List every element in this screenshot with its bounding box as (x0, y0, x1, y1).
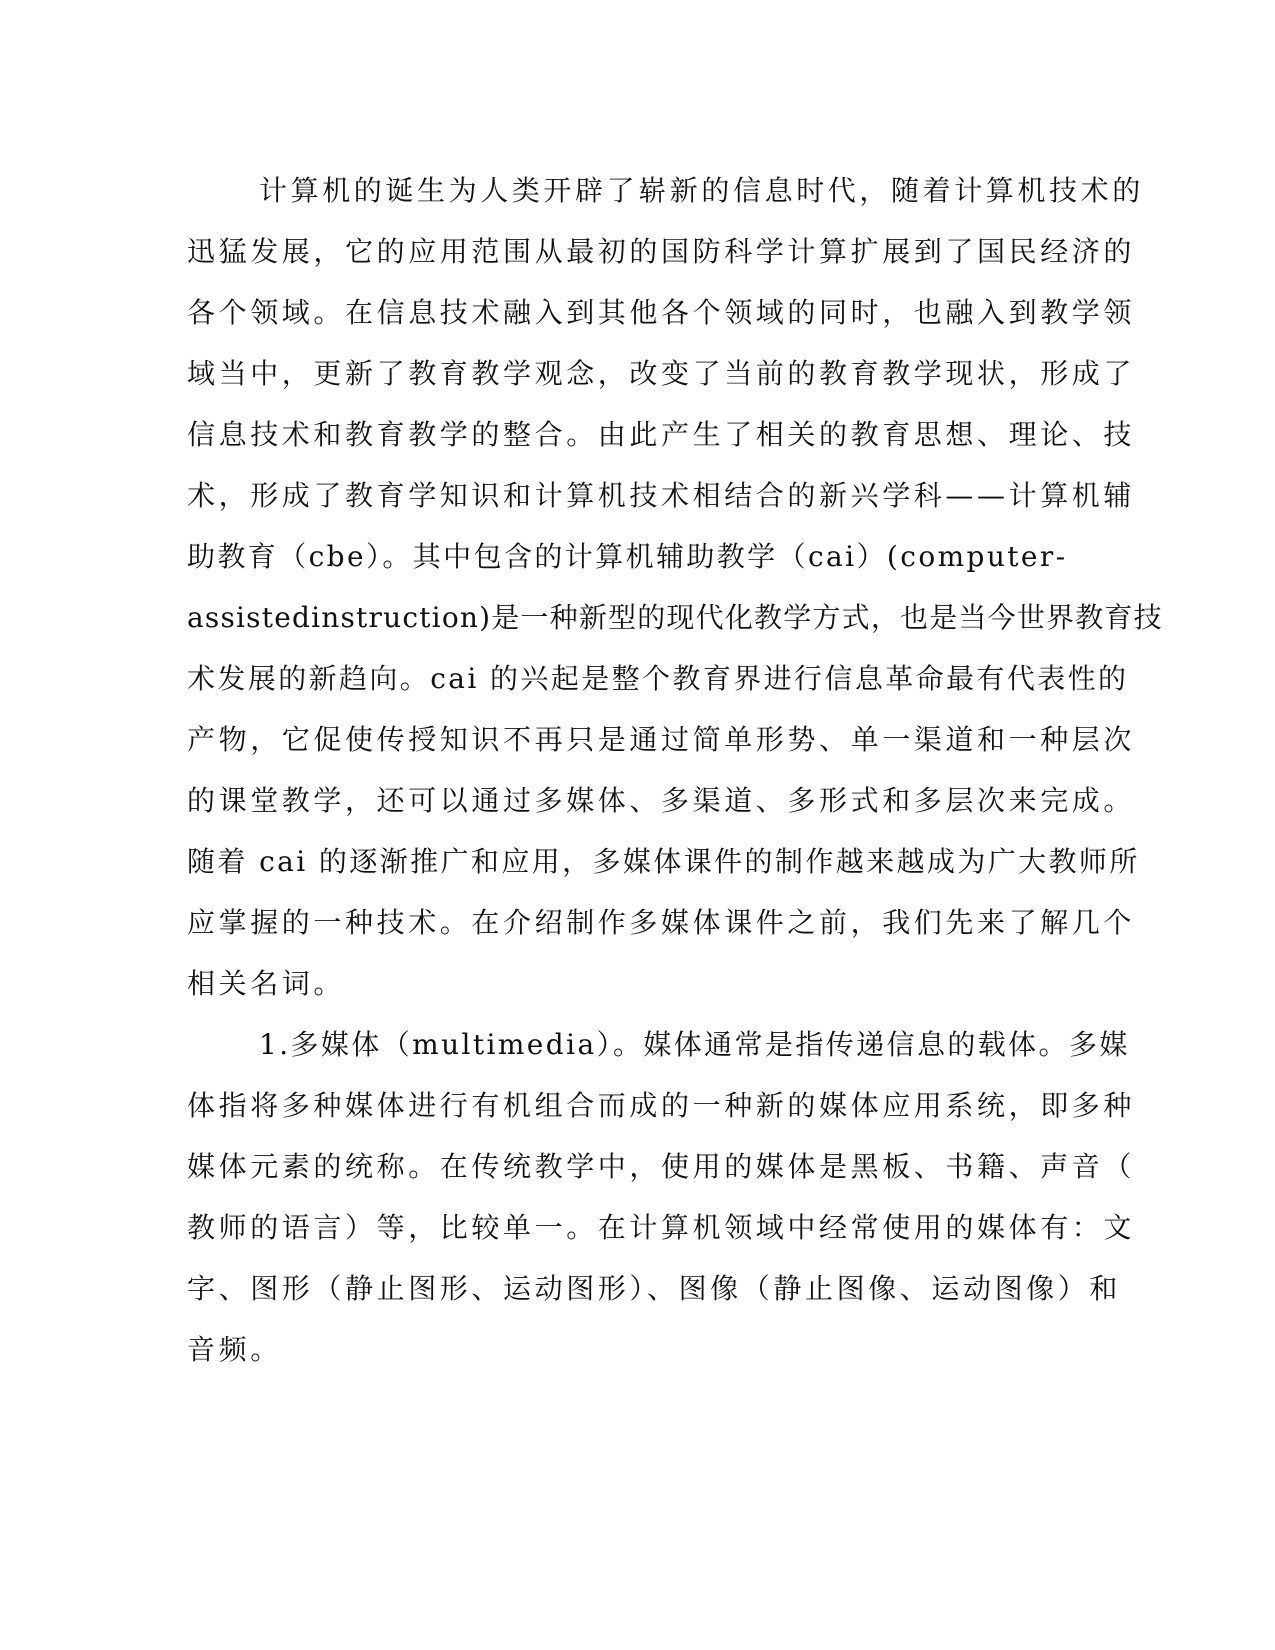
paragraph-line: 应掌握的一种技术。在介绍制作多媒体课件之前，我们先来了解几个 (187, 906, 1136, 939)
paragraph-line: 随着 cai 的逐渐推广和应用，多媒体课件的制作越来越成为广大教师所 (187, 845, 1140, 878)
paragraph-line: 字、图形（静止图形、运动图形）、图像（静止图像、运动图像）和 (187, 1272, 1122, 1305)
paragraph-line: 1.多媒体（multimedia）。媒体通常是指传递信息的载体。多媒 (259, 1028, 1130, 1061)
paragraph-line: 的课堂教学，还可以通过多媒体、多渠道、多形式和多层次来完成。 (187, 784, 1136, 817)
paragraph-line: 迅猛发展，它的应用范围从最初的国防科学计算扩展到了国民经济的 (187, 235, 1136, 268)
paragraph-line: 术，形成了教育学知识和计算机技术相结合的新兴学科——计算机辅 (187, 479, 1136, 512)
paragraph-line: 各个领域。在信息技术融入到其他各个领域的同时，也融入到教学领 (187, 296, 1136, 329)
document-body (187, 160, 1163, 1380)
paragraph-line: 计算机的诞生为人类开辟了崭新的信息时代，随着计算机技术的 (259, 174, 1144, 207)
paragraph-multimedia (187, 1014, 1136, 1380)
paragraph-line: 域当中，更新了教育教学观念，改变了当前的教育教学现状，形成了 (187, 357, 1136, 390)
paragraph-line: 音频。 (187, 1333, 282, 1366)
paragraph-intro (187, 160, 1163, 1014)
paragraph-line: 助教育（cbe）。其中包含的计算机辅助教学（cai）(computer- (187, 540, 1068, 573)
paragraph-line: 产物，它促使传授知识不再只是通过简单形势、单一渠道和一种层次 (187, 723, 1136, 756)
paragraph-line: 术发展的新趋向。cai 的兴起是整个教育界进行信息革命最有代表性的 (187, 662, 1129, 695)
paragraph-line: 教师的语言）等，比较单一。在计算机领域中经常使用的媒体有：文 (187, 1211, 1136, 1244)
paragraph-line: 信息技术和教育教学的整合。由此产生了相关的教育思想、理论、技 (187, 418, 1136, 451)
paragraph-line: 媒体元素的统称。在传统教学中，使用的媒体是黑板、书籍、声音（ (187, 1150, 1136, 1183)
paragraph-line: 相关名词。 (187, 967, 346, 1000)
paragraph-line: 体指将多种媒体进行有机组合而成的一种新的媒体应用系统，即多种 (187, 1089, 1136, 1122)
paragraph-line: assistedinstruction)是一种新型的现代化教学方式，也是当今世界教育技 (187, 601, 1163, 634)
